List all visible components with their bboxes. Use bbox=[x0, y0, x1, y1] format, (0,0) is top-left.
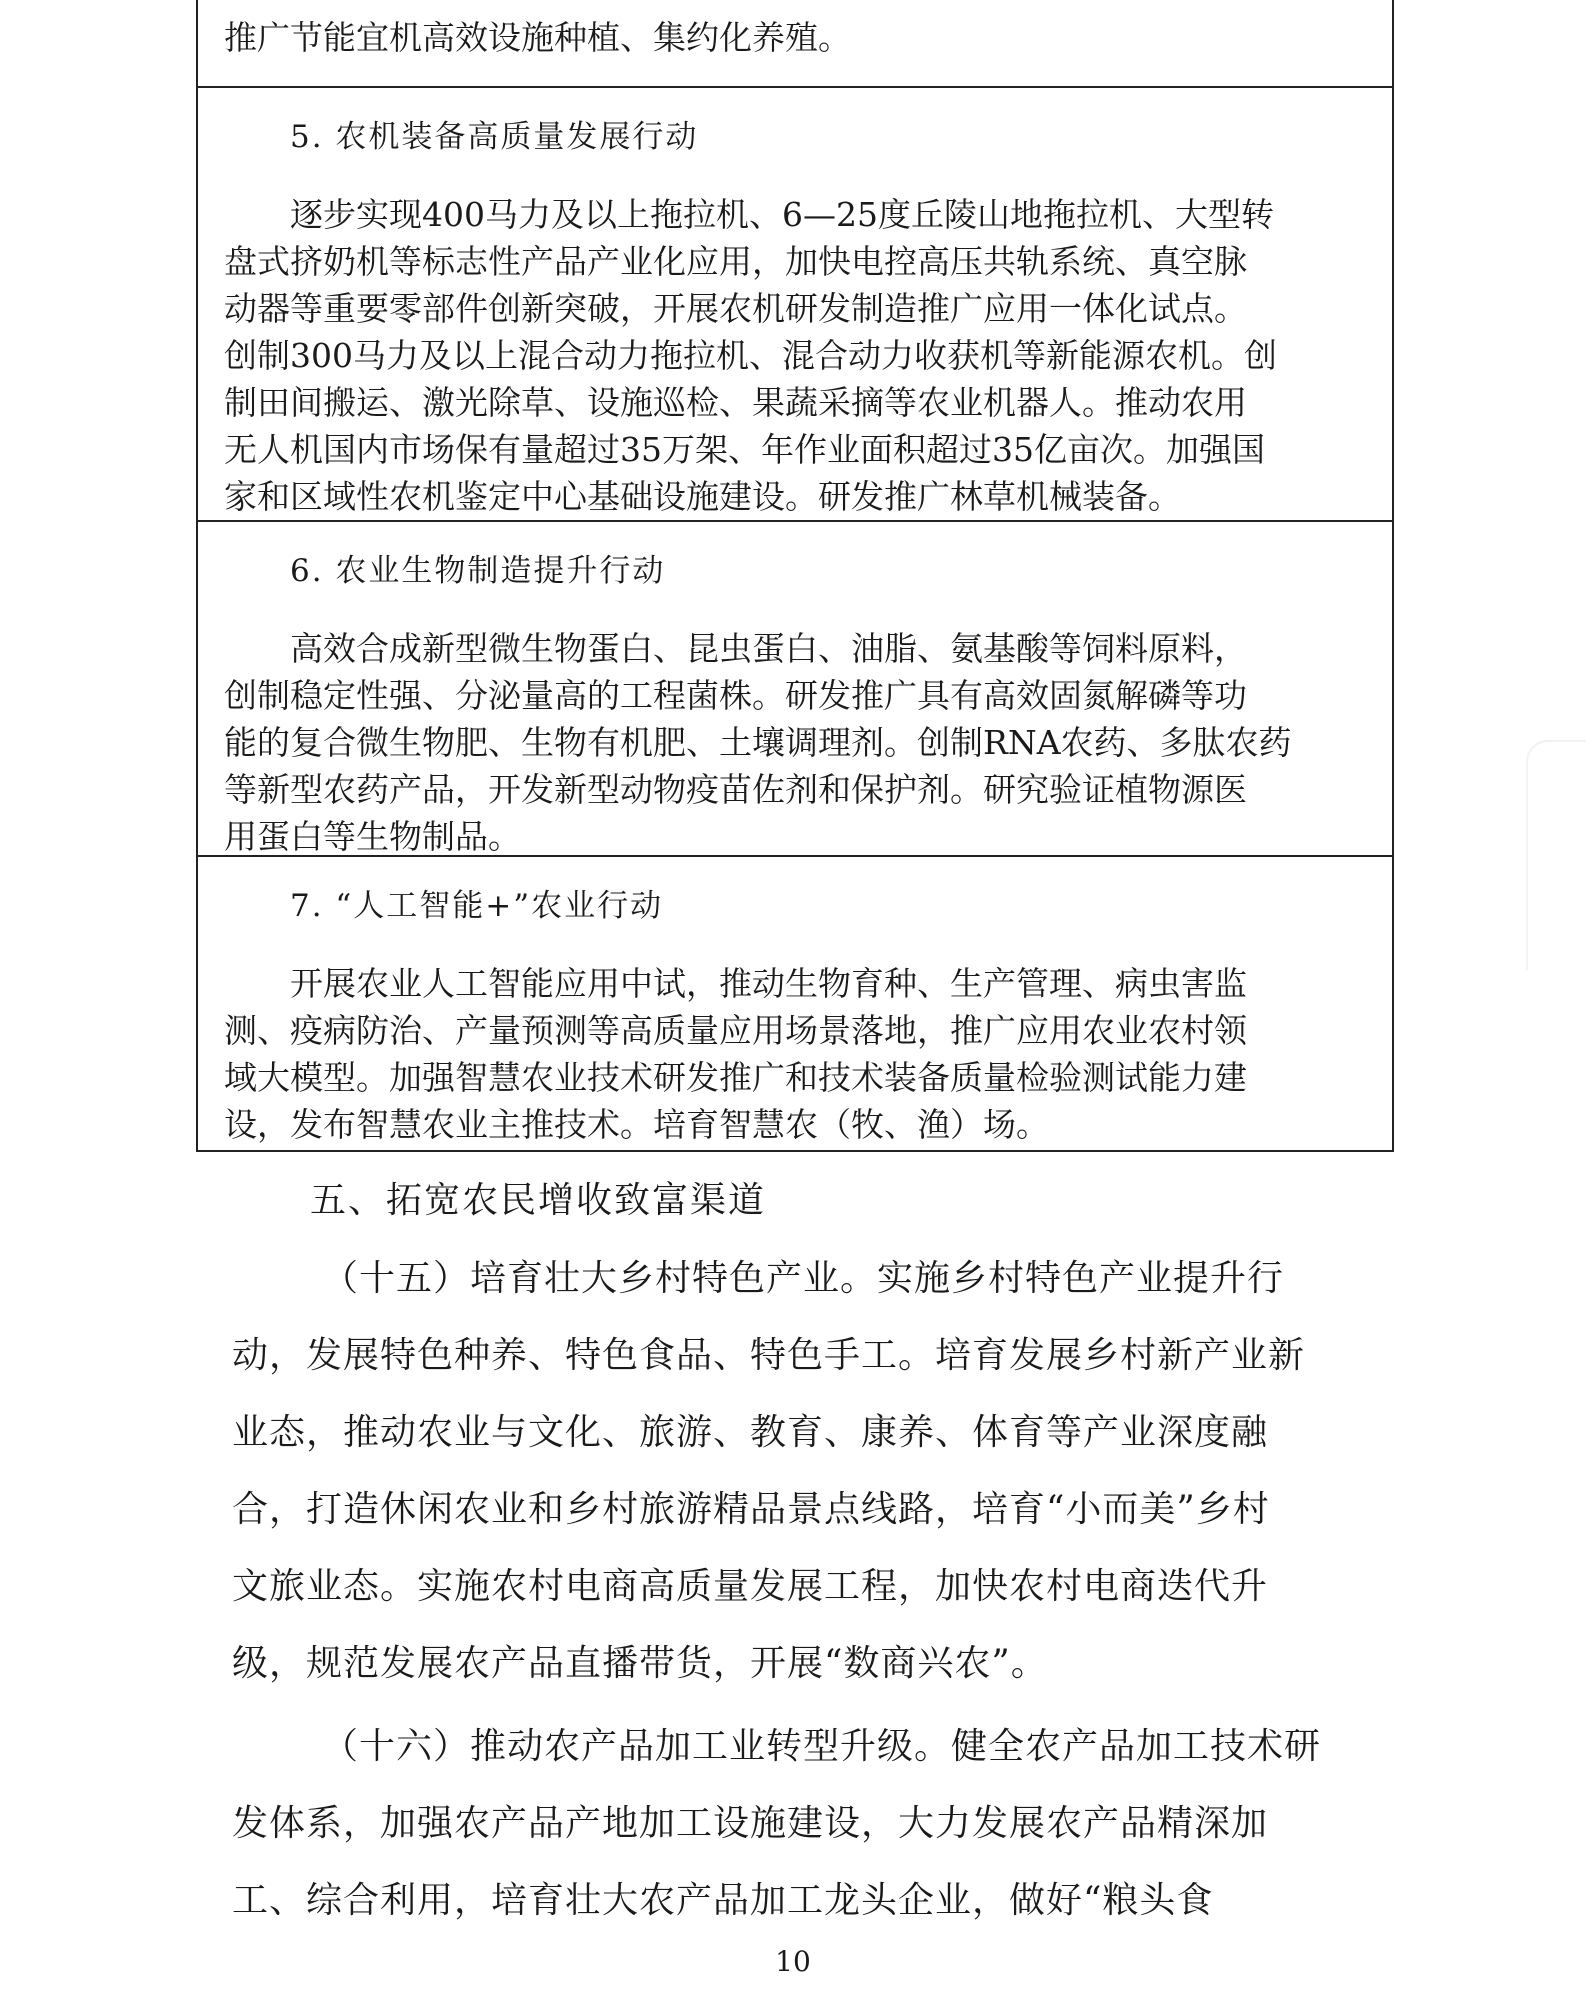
paragraph-line: 级，规范发展农产品直播带货，开展“数商兴农”。 bbox=[232, 1643, 1048, 1684]
box-line: 逐步实现400马力及以上拖拉机、6—25度丘陵山地拖拉机、大型转 bbox=[290, 195, 1274, 234]
page-number: 10 bbox=[775, 1945, 811, 1978]
box-line: 动器等重要零部件创新突破，开展农机研发制造推广应用一体化试点。 bbox=[224, 289, 1247, 328]
paragraph bbox=[232, 1240, 1362, 1702]
box-line: 家和区域性农机鉴定中心基础设施建设。研发推广林草机械装备。 bbox=[224, 477, 1181, 516]
paragraph-line: 动，发展特色种养、特色食品、特色手工。培育发展乡村新产业新 bbox=[232, 1335, 1306, 1376]
box-line: 设，发布智慧农业主推技术。培育智慧农（牧、渔）场。 bbox=[224, 1105, 1049, 1144]
box-cell-section-5 bbox=[198, 86, 1392, 520]
box-line: 域大模型。加强智慧农业技术研发推广和技术装备质量检验测试能力建 bbox=[224, 1058, 1247, 1097]
section-heading: 7. “人工智能+”农业行动 bbox=[290, 888, 664, 924]
box-line: 推广节能宜机高效设施种植、集约化养殖。 bbox=[224, 18, 851, 57]
paragraph-line: 发体系，加强农产品产地加工设施建设，大力发展农产品精深加 bbox=[232, 1803, 1269, 1844]
paragraph-line: 文旅业态。实施农村电商高质量发展工程，加快农村电商迭代升 bbox=[232, 1566, 1269, 1607]
box-cell-section-6 bbox=[198, 520, 1392, 855]
paragraph-line: 业态，推动农业与文化、旅游、教育、康养、体育等产业深度融 bbox=[232, 1412, 1269, 1453]
action-box bbox=[196, 0, 1394, 1152]
box-line: 等新型农药产品，开发新型动物疫苗佐剂和保护剂。研究验证植物源医 bbox=[224, 770, 1247, 809]
section-heading: 6. 农业生物制造提升行动 bbox=[290, 553, 666, 589]
box-line: 开展农业人工智能应用中试，推动生物育种、生产管理、病虫害监 bbox=[290, 964, 1247, 1003]
box-cell-section-7 bbox=[198, 855, 1392, 1152]
box-line: 无人机国内市场保有量超过35万架、年作业面积超过35亿亩次。加强国 bbox=[224, 430, 1265, 469]
section-heading: 5. 农机装备高质量发展行动 bbox=[290, 119, 699, 155]
box-line: 测、疫病防治、产量预测等高质量应用场景落地，推广应用农业农村领 bbox=[224, 1011, 1247, 1050]
box-line: 能的复合微生物肥、生物有机肥、土壤调理剂。创制RNA农药、多肽农药 bbox=[224, 723, 1292, 762]
paragraph bbox=[232, 1708, 1362, 1939]
box-cell-intro bbox=[198, 0, 1392, 86]
box-line: 创制稳定性强、分泌量高的工程菌株。研发推广具有高效固氮解磷等功 bbox=[224, 676, 1247, 715]
box-line: 创制300马力及以上混合动力拖拉机、混合动力收获机等新能源农机。创 bbox=[224, 336, 1277, 375]
box-line: 盘式挤奶机等标志性产品产业化应用，加快电控高压共轨系统、真空脉 bbox=[224, 242, 1247, 281]
paragraph-line: 工、综合利用，培育壮大农产品加工龙头企业，做好“粮头食 bbox=[232, 1880, 1214, 1921]
box-line: 制田间搬运、激光除草、设施巡检、果蔬采摘等农业机器人。推动农用 bbox=[224, 383, 1247, 422]
box-line: 用蛋白等生物制品。 bbox=[224, 817, 521, 856]
section-title: 五、拓宽农民增收致富渠道 bbox=[310, 1180, 767, 1221]
scroll-edge-artifact bbox=[1526, 740, 1586, 970]
box-line: 高效合成新型微生物蛋白、昆虫蛋白、油脂、氨基酸等饲料原料， bbox=[290, 629, 1247, 668]
paragraph-line: 合，打造休闲农业和乡村旅游精品景点线路，培育“小而美”乡村 bbox=[232, 1489, 1270, 1530]
paragraph-line: （十五）培育壮大乡村特色产业。实施乡村特色产业提升行 bbox=[322, 1258, 1285, 1299]
paragraph-line: （十六）推动农产品加工业转型升级。健全农产品加工技术研 bbox=[322, 1726, 1322, 1767]
